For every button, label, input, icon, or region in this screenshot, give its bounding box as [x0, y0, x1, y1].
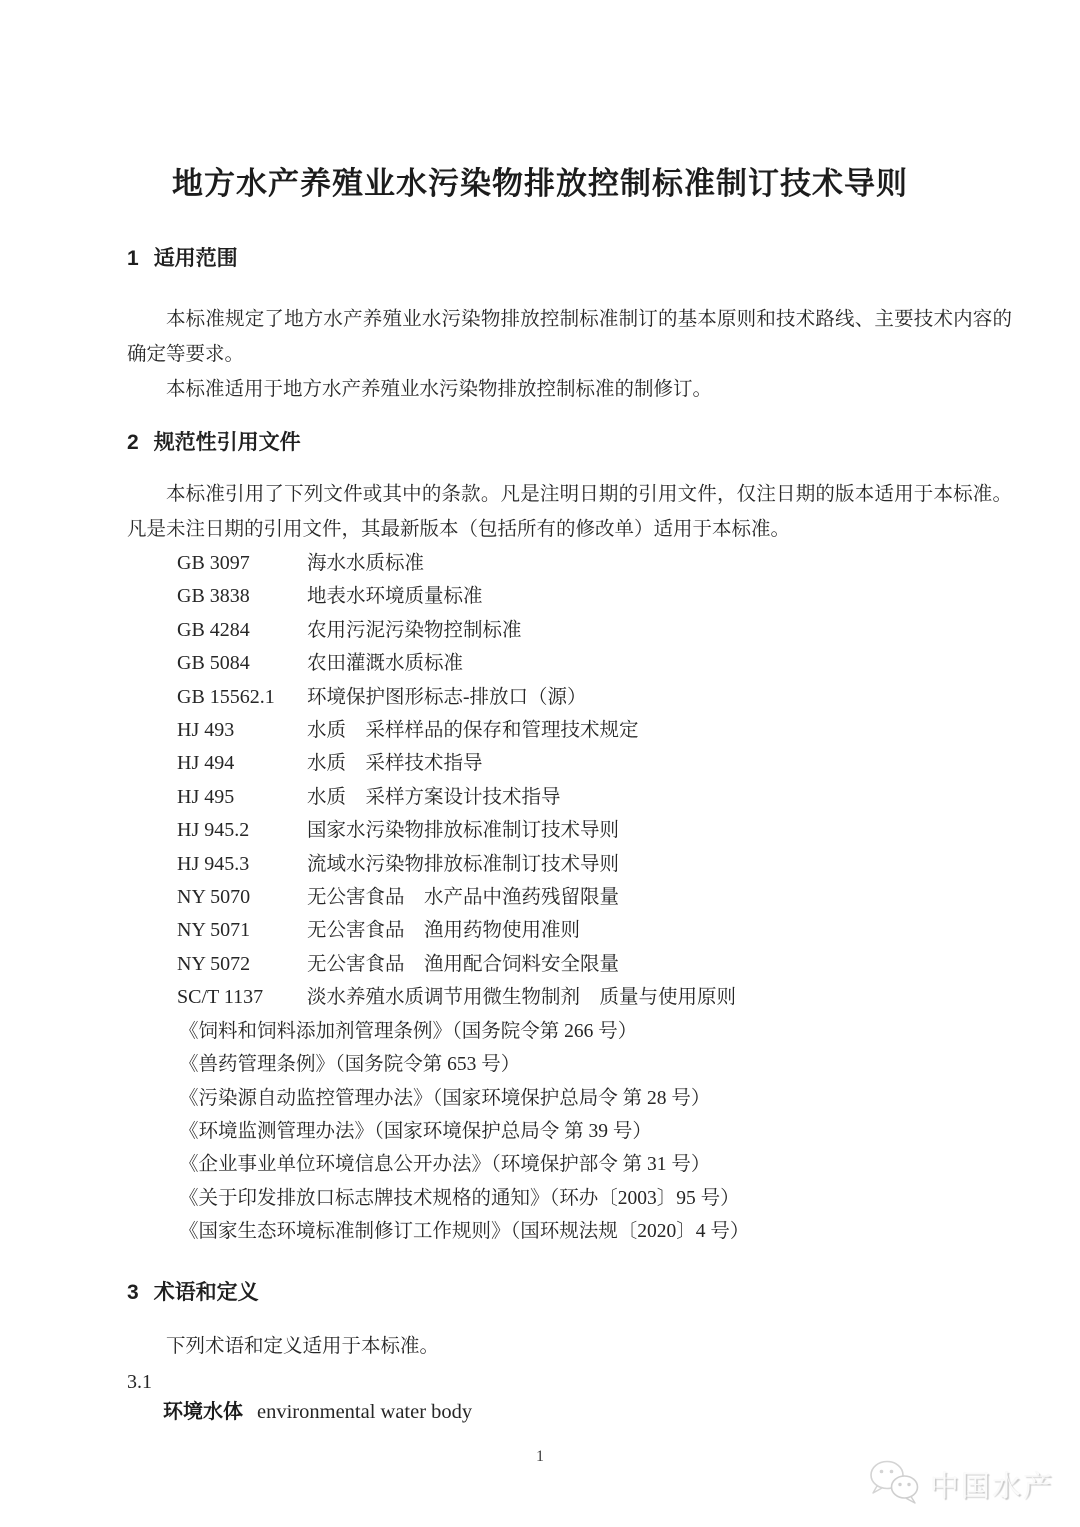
reference-item [177, 781, 1012, 814]
document-content [127, 247, 1012, 1427]
reference-code: GB 15562.1 [177, 685, 275, 708]
reference-item [177, 747, 1012, 780]
reference-item [177, 948, 1012, 981]
reference-item [177, 881, 1012, 914]
term-definition-row [127, 1397, 1012, 1427]
reference-code: NY 5072 [177, 952, 251, 975]
term-title-en: environmental water body [257, 1400, 473, 1423]
reference-title: 无公害食品 渔用药物使用准则 [307, 920, 581, 942]
term-title-zh: 环境水体 [163, 1400, 243, 1423]
reference-code: HJ 945.3 [177, 852, 250, 875]
reference-title: 地表水环境质量标准 [307, 586, 483, 608]
reference-item [177, 681, 1012, 714]
section-number: 1 [127, 247, 139, 270]
reference-code: GB 4284 [177, 618, 250, 641]
section-number: 2 [127, 431, 139, 454]
section-heading-label: 规范性引用文件 [153, 431, 301, 454]
regulation-item: 《兽药管理条例》（国务院令第 653 号） [179, 1054, 521, 1076]
term-number: 3.1 [127, 1370, 152, 1393]
reference-item [177, 914, 1012, 947]
reference-title: 无公害食品 水产品中渔药残留限量 [307, 887, 620, 909]
section-number: 3 [127, 1280, 139, 1304]
reference-code: GB 3097 [177, 552, 250, 574]
section-1-heading [127, 247, 1012, 271]
regulation-item: 《饲料和饲料添加剂管理条例》（国务院令第 266 号） [179, 1020, 638, 1042]
reference-title: 流域水污染物排放标准制订技术导则 [307, 853, 620, 875]
section-2-intro-paragraph: 本标准引用了下列文件或其中的条款。凡是注明日期的引用文件，仅注日期的版本适用于本标准。凡是未注日期的引用文件，其最新版本（包括所有的修改单）适用于本标准。 [127, 484, 1012, 540]
reference-code: HJ 494 [177, 752, 235, 775]
reference-title: 农田灌溉水质标准 [307, 653, 464, 675]
reference-item [177, 580, 1012, 613]
reference-item [177, 814, 1012, 847]
regulation-item: 《企业事业单位环境信息公开办法》（环境保护部令 第 31 号） [179, 1154, 711, 1176]
page-number: 1 [536, 1448, 544, 1465]
regulation-item: 《关于印发排放口标志牌技术规格的通知》（环办〔2003〕95 号） [179, 1187, 740, 1209]
section-heading-label: 适用范围 [153, 247, 238, 270]
reference-code: HJ 945.2 [177, 819, 250, 842]
paragraph: 本标准规定了地方水产养殖业水污染物排放控制标准制订的基本原则和技术路线、主要技术内容的确定等要求。 [127, 309, 1012, 365]
section-heading-label: 术语和定义 [153, 1280, 259, 1304]
reference-title: 海水水质标准 [307, 553, 425, 574]
reference-code: GB 5084 [177, 652, 250, 675]
reference-code: NY 5070 [177, 886, 251, 909]
reference-item [177, 614, 1012, 647]
reference-code: SC/T 1137 [177, 986, 264, 1009]
reference-title: 水质 采样样品的保存和管理技术规定 [307, 720, 639, 742]
watermark [868, 1458, 1054, 1511]
reference-item [177, 981, 1012, 1014]
reference-title: 无公害食品 渔用配合饲料安全限量 [307, 953, 620, 975]
reference-item [177, 647, 1012, 680]
paragraph: 本标准适用于地方水产养殖业水污染物排放控制标准的制修订。 [166, 379, 713, 400]
section-2-heading [127, 431, 1012, 455]
regulation-list [127, 1015, 1012, 1249]
reference-item [177, 547, 1012, 580]
reference-title: 农用污泥污染物控制标准 [307, 619, 522, 641]
reference-item [177, 848, 1012, 881]
reference-code: NY 5071 [177, 919, 251, 942]
reference-title: 淡水养殖水质调节用微生物制剂 质量与使用原则 [307, 987, 737, 1009]
section-3-intro-paragraph: 下列术语和定义适用于本标准。 [166, 1335, 440, 1357]
reference-title: 环境保护图形标志-排放口（源） [307, 686, 587, 708]
reference-title: 水质 采样方案设计技术指导 [307, 786, 561, 808]
reference-code: HJ 495 [177, 785, 235, 808]
section-1-paragraphs [127, 302, 1012, 407]
reference-title: 水质 采样技术指导 [307, 753, 483, 775]
reference-code: GB 3838 [177, 585, 250, 608]
reference-list [127, 547, 1012, 1015]
section-3-heading [127, 1281, 1012, 1305]
reference-item [177, 714, 1012, 747]
watermark-label: 中国水产 [929, 1471, 1054, 1503]
reference-title: 国家水污染物排放标准制订技术导则 [307, 820, 620, 842]
regulation-item: 《环境监测管理办法》（国家环境保护总局令 第 39 号） [179, 1120, 652, 1142]
regulation-item: 《国家生态环境标准制修订工作规则》（国环规法规〔2020〕4 号） [179, 1221, 750, 1243]
regulation-item: 《污染源自动监控管理办法》（国家环境保护总局令 第 28 号） [179, 1087, 711, 1109]
page-title: 地方水产养殖业水污染物排放控制标准制订技术导则 [172, 166, 908, 201]
wechat-logo-icon [868, 1458, 922, 1511]
reference-code: HJ 493 [177, 719, 235, 742]
